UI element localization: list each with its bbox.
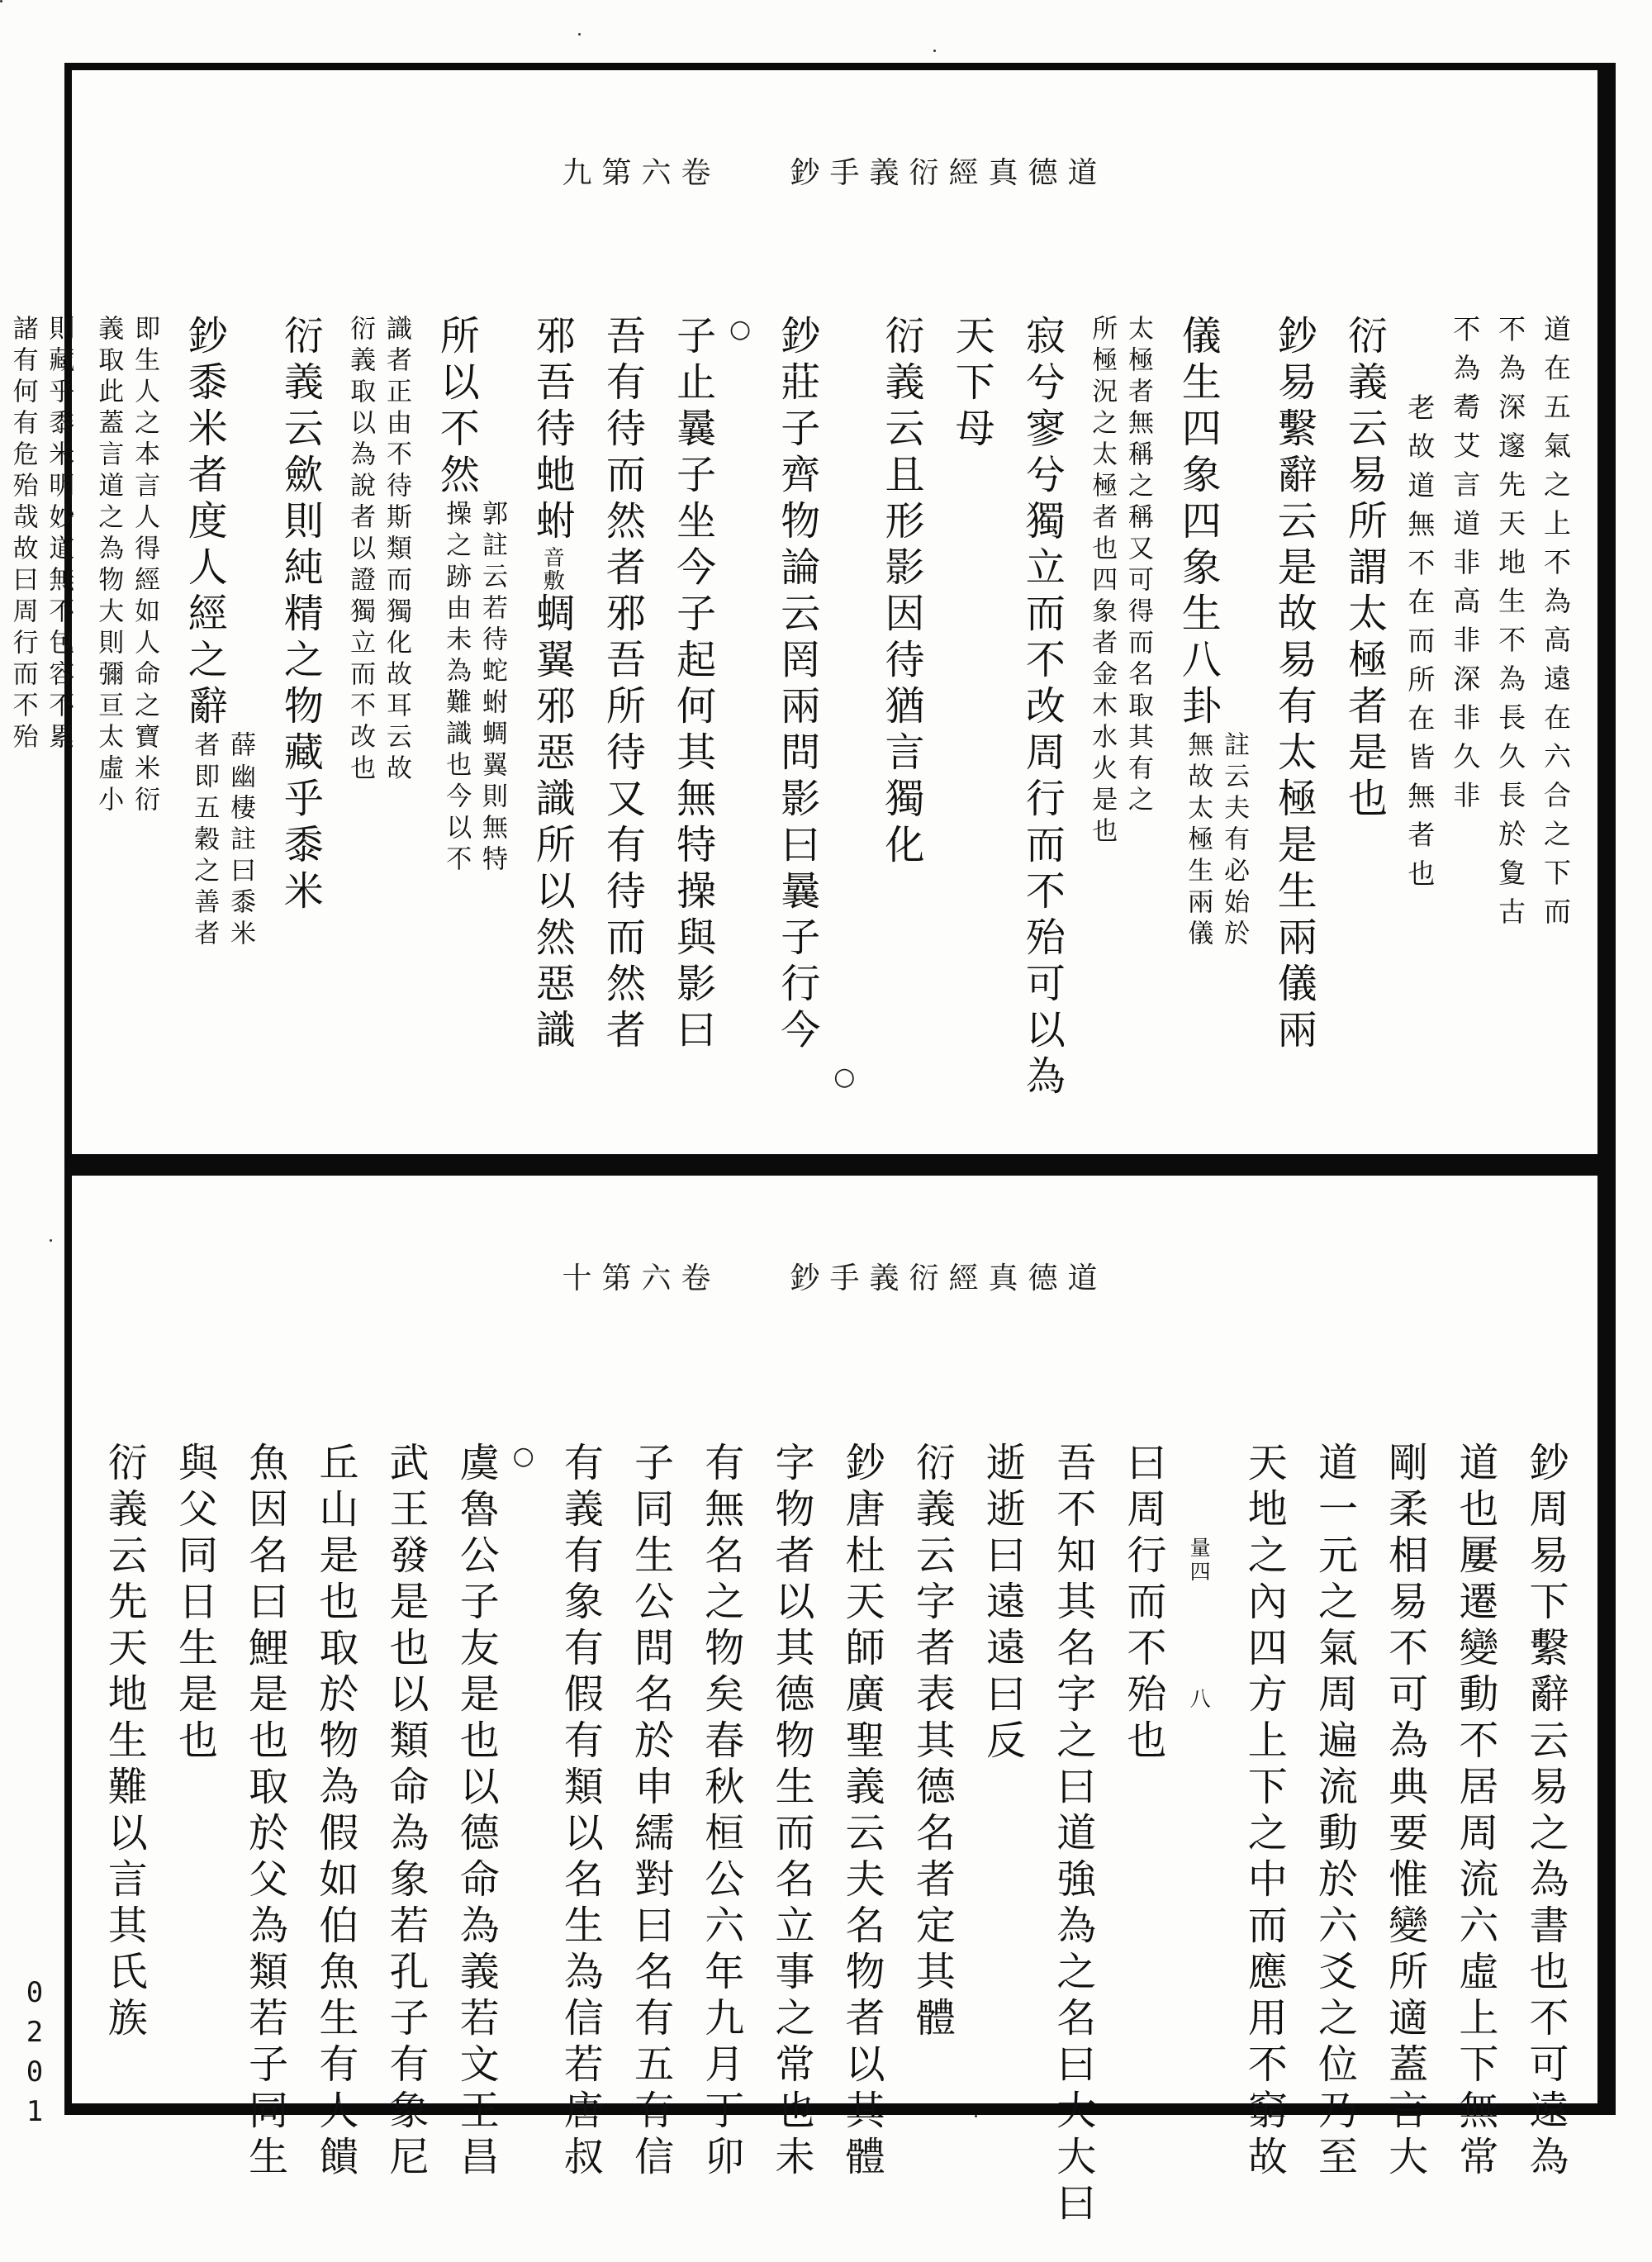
text-column: 曰周行而不殆也 — [1119, 1442, 1166, 1765]
page-divider — [72, 1154, 1597, 1176]
text-column: 衍義云先天地生難以言其氏族 — [101, 1442, 148, 2043]
chapter-number: 九第六卷 — [562, 156, 721, 190]
text-column — [1170, 315, 1251, 1148]
text-column: 丘山是也取於物為假如伯魚生有人饋 — [311, 1442, 358, 2182]
inline-annotation-pair — [1178, 731, 1251, 951]
text-column: 鈔周易下繫辭云易之為書也不可遠為 — [1522, 1442, 1569, 2182]
annotation-subcolumn: 薛幽棲註曰黍米 — [225, 731, 256, 951]
annotation-subcolumn: 識者正由不待斯類而獨化故耳云故 — [382, 315, 411, 786]
annotation-subcolumn: 註云夫有必始於 — [1219, 731, 1250, 951]
text-column: 鈔唐杜天師廣聖義云夫名物者以其體 — [838, 1442, 885, 2182]
text-column: 子止曩子坐今子起何其無特操與影曰 — [669, 315, 716, 1055]
section-circle-marker: ○ — [829, 1062, 859, 1091]
text-column: 道一元之氣周遍流動於六爻之位乃至 — [1311, 1442, 1358, 2182]
text-column: 不為耈艾言道非高非深非久非 — [1449, 315, 1482, 820]
text-column: 天下母 — [948, 315, 995, 454]
annotation-subcolumn: 者即五穀之善者 — [189, 731, 220, 951]
text-column: 衍義云且形影因待猶言獨化 — [877, 315, 924, 870]
book-title: 鈔手義衍經真德道 — [790, 156, 1108, 190]
text-column: 天地之內四方上下之中而應用不窮故 — [1241, 1442, 1288, 2182]
text-column: 與父同日生是也 — [171, 1442, 218, 1765]
main-text-run: 蜩翼邪惡識所以然惡識 — [529, 592, 576, 1055]
annotation-subcolumn: 諸有何有危殆哉故曰周行而不殆 — [7, 315, 38, 754]
collation-mark: 量四 — [1187, 1537, 1212, 1585]
main-text-run: 鈔黍米者度人經之辭 — [181, 315, 228, 731]
page-upper — [7, 150, 1597, 1154]
text-column: 吾有待而然者邪吾所待又有待而然者 — [599, 315, 646, 1055]
page-header-upper — [72, 150, 1597, 192]
annotation-subcolumn: 所極況之太極者也四象者金木水火是也 — [1087, 315, 1118, 848]
text-column: 衍義云易所謂太極者是也 — [1341, 315, 1388, 824]
text-column: 鈔易繫辭云是故易有太極是生兩儀兩 — [1270, 315, 1317, 1055]
text-column: 不為深邃先天地生不為長久長於夐古 — [1494, 315, 1527, 936]
text-column: 道也屢遷變動不居周流六虛上下無常 — [1451, 1442, 1498, 2182]
annotation-subcolumn: 太極者無稱之稱又可得而名取其有之 — [1123, 315, 1154, 817]
text-column: 字物者以其德物生而名立事之常也未 — [767, 1442, 814, 2182]
text-column: 虞魯公子友是也以德命為義若文王昌 — [453, 1442, 500, 2182]
phonetic-gloss: 音敷 — [539, 546, 565, 592]
page-content-lower — [87, 1442, 1573, 2241]
text-column — [90, 315, 161, 1148]
text-column: 吾不知其名字之曰道強為之名曰大大曰 — [1049, 1442, 1096, 2228]
main-text-run: 儀生四象四象生八卦 — [1175, 315, 1222, 731]
text-column: 魚因名曰鯉是也取於父為類若子同生 — [241, 1442, 288, 2182]
annotation-subcolumn: 衍義取以為說者以證獨立而不改也 — [345, 315, 376, 786]
annotation-subcolumn: 操之跡由未為難識也今以不 — [441, 500, 472, 877]
text-column: 衍義云字者表其德名者定其體 — [909, 1442, 956, 2043]
text-column: 鈔莊子齊物論云罔兩問影曰曩子行今 — [773, 315, 820, 1055]
text-column — [524, 315, 579, 1148]
main-text-run: 邪吾待虵蚹 — [529, 315, 576, 546]
scan-noise — [0, 0, 2, 2]
text-column: 有無名之物矣春秋桓公六年九月丁卯 — [697, 1442, 744, 2182]
text-column — [428, 315, 509, 1148]
text-column: 老故道無不在而所在皆無者也 — [1403, 393, 1436, 898]
annotation-subcolumn: 郭註云若待蛇蚹蜩翼則無特 — [477, 500, 508, 877]
text-column — [5, 315, 76, 1148]
text-column: 寂兮寥兮獨立而不改周行而不殆可以為 — [1018, 315, 1066, 1101]
text-column — [176, 315, 257, 1148]
text-column: 剛柔相易不可為典要惟變所適蓋言大 — [1381, 1442, 1428, 2182]
text-column — [342, 315, 413, 1148]
text-column: 道在五氣之上不為高遠在六合之下而 — [1540, 315, 1572, 936]
text-column: 子同生公問名於申繻對曰名有五有信 — [627, 1442, 674, 2182]
inline-annotation-pair — [184, 731, 257, 951]
chapter-number: 十第六卷 — [562, 1262, 721, 1295]
annotation-subcolumn: 即生人之本言人得經如人命之寶米衍 — [130, 315, 160, 817]
text-column — [1084, 315, 1155, 1148]
gutter-collation-note — [1175, 1442, 1221, 2241]
section-circle-marker: ○ — [509, 1442, 539, 1471]
page-content-upper — [7, 315, 1573, 1148]
text-column: 衍義云歛則純精之物藏乎黍米 — [277, 315, 324, 916]
book-title: 鈔手義衍經真德道 — [790, 1262, 1108, 1295]
annotation-subcolumn: 義取此蓋言道之為物大則彌亘太虛小 — [93, 315, 124, 817]
annotation-subcolumn: 則藏乎黍米明妙道無不包容不累 — [44, 315, 74, 754]
inline-annotation-pair — [436, 500, 509, 877]
page-lower — [72, 1255, 1597, 2262]
text-column: 武王發是也以類命為象若孔子有象尼 — [382, 1442, 429, 2182]
section-circle-marker: ○ — [725, 315, 755, 344]
page-number: 0201 — [18, 1976, 51, 2135]
text-column: 有義有象有假有類以名生為信若唐叔 — [557, 1442, 604, 2182]
main-text-run: 所以不然 — [433, 315, 480, 500]
annotation-subcolumn: 無故太極生兩儀 — [1183, 731, 1213, 951]
text-column: 逝逝曰遠遠曰反 — [979, 1442, 1026, 1765]
page-header-lower — [72, 1255, 1597, 1297]
collation-mark: 八 — [1187, 1688, 1212, 1712]
